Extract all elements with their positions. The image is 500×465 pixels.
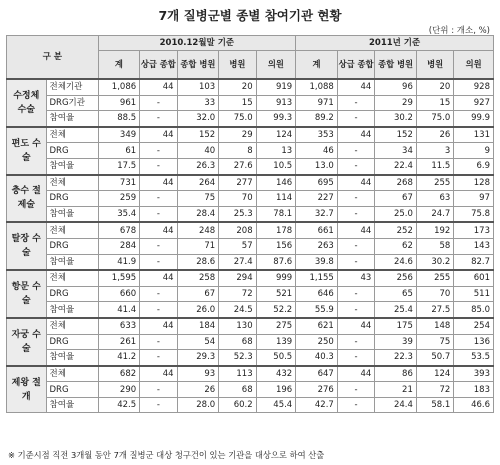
table-cell: 256	[375, 270, 417, 286]
table-row	[7, 382, 494, 398]
table-cell: 353	[296, 127, 338, 143]
table-cell: 24.6	[375, 254, 417, 270]
table-row	[7, 158, 494, 174]
table-row	[7, 79, 494, 95]
table-cell: 70	[219, 191, 256, 207]
table-cell: 44	[140, 366, 177, 382]
table-cell: 26	[177, 382, 219, 398]
table-cell: 41.2	[98, 350, 140, 366]
table-row	[7, 318, 494, 334]
table-cell: 26.3	[177, 158, 219, 174]
table-cell: 10.5	[256, 158, 296, 174]
table-cell: 27.5	[416, 302, 453, 318]
table-cell: -	[337, 334, 374, 350]
table-cell: 661	[296, 222, 338, 238]
table-cell: 58	[416, 238, 453, 254]
table-cell: 54	[177, 334, 219, 350]
table-cell: 432	[256, 366, 296, 382]
table-cell: -	[337, 143, 374, 159]
table-cell: 1,595	[98, 270, 140, 286]
table-cell: 68	[219, 382, 256, 398]
table-cell: 35.4	[98, 206, 140, 222]
table-row	[7, 286, 494, 302]
table-cell: 11.5	[416, 158, 453, 174]
row-label: DRG	[46, 382, 98, 398]
table-cell: 44	[140, 270, 177, 286]
table-cell: 255	[416, 270, 453, 286]
table-cell: -	[140, 254, 177, 270]
table-cell: 44	[140, 127, 177, 143]
table-cell: 1,088	[296, 79, 338, 95]
row-label: DRG기관	[46, 95, 98, 111]
table-cell: 156	[256, 238, 296, 254]
table-cell: 646	[296, 286, 338, 302]
table-cell: 50.5	[256, 350, 296, 366]
table-cell: 44	[140, 79, 177, 95]
table-cell: 695	[296, 175, 338, 191]
disease-group-name: 제왕 절개	[7, 366, 47, 413]
participation-table-wrapper	[6, 35, 494, 413]
table-cell: 45.4	[256, 397, 296, 413]
table-cell: 20	[219, 79, 256, 95]
row-label: 전체	[46, 222, 98, 238]
table-cell: -	[337, 95, 374, 111]
table-cell: 41.4	[98, 302, 140, 318]
table-cell: 26.0	[177, 302, 219, 318]
table-cell: -	[337, 206, 374, 222]
table-row	[7, 206, 494, 222]
row-label: 전체	[46, 270, 98, 286]
row-label: 전체	[46, 366, 98, 382]
table-cell: 131	[454, 127, 494, 143]
table-cell: 961	[98, 95, 140, 111]
table-cell: 250	[296, 334, 338, 350]
table-cell: 175	[375, 318, 417, 334]
table-cell: 633	[98, 318, 140, 334]
table-row	[7, 302, 494, 318]
table-row	[7, 254, 494, 270]
table-cell: 29	[219, 127, 256, 143]
table-cell: 511	[454, 286, 494, 302]
table-row	[7, 127, 494, 143]
col-header-total: 계	[98, 51, 140, 80]
participation-table	[6, 35, 494, 413]
table-cell: -	[140, 95, 177, 111]
table-cell: 601	[454, 270, 494, 286]
table-cell: 13.0	[296, 158, 338, 174]
col-header-tertiary: 상급 종합	[140, 51, 177, 80]
table-cell: 61	[98, 143, 140, 159]
table-cell: 96	[375, 79, 417, 95]
period2-header: 2011년 기준	[296, 36, 494, 51]
disease-group-name: 탈장 수술	[7, 222, 47, 270]
disease-group-name: 항문 수술	[7, 270, 47, 318]
table-cell: 67	[375, 191, 417, 207]
table-cell: 22.4	[375, 158, 417, 174]
table-cell: -	[337, 350, 374, 366]
table-cell: -	[140, 302, 177, 318]
table-cell: 72	[416, 382, 453, 398]
table-cell: 44	[140, 318, 177, 334]
table-cell: -	[337, 302, 374, 318]
table-cell: 114	[256, 191, 296, 207]
table-row	[7, 111, 494, 127]
table-cell: 927	[454, 95, 494, 111]
col-header-tertiary: 상급 종합	[337, 51, 374, 80]
row-label: 참여율	[46, 254, 98, 270]
table-cell: 60.2	[219, 397, 256, 413]
table-cell: -	[140, 158, 177, 174]
col-header-clinic: 의원	[256, 51, 296, 80]
table-cell: 41.9	[98, 254, 140, 270]
col-header-total: 계	[296, 51, 338, 80]
table-cell: 183	[454, 382, 494, 398]
table-cell: 75.0	[219, 111, 256, 127]
table-cell: 919	[256, 79, 296, 95]
table-cell: 40	[177, 143, 219, 159]
table-cell: 27.4	[219, 254, 256, 270]
table-cell: 9	[454, 143, 494, 159]
table-cell: 1,086	[98, 79, 140, 95]
table-cell: 647	[296, 366, 338, 382]
table-cell: 86	[375, 366, 417, 382]
table-cell: 24.7	[416, 206, 453, 222]
table-cell: 284	[98, 238, 140, 254]
table-cell: 58.1	[416, 397, 453, 413]
table-cell: 22.3	[375, 350, 417, 366]
table-cell: 63	[416, 191, 453, 207]
table-cell: -	[140, 334, 177, 350]
table-cell: 99.3	[256, 111, 296, 127]
row-label: DRG	[46, 143, 98, 159]
table-cell: 30.2	[375, 111, 417, 127]
table-cell: 268	[375, 175, 417, 191]
table-cell: 55.9	[296, 302, 338, 318]
row-label: 참여율	[46, 397, 98, 413]
table-cell: 13	[256, 143, 296, 159]
table-cell: 82.7	[454, 254, 494, 270]
row-label: 전체	[46, 175, 98, 191]
table-cell: 75.0	[416, 111, 453, 127]
table-cell: 89.2	[296, 111, 338, 127]
table-row	[7, 222, 494, 238]
footnote: ※ 기준시점 직전 3개월 동안 7개 질병군 대상 청구건이 있는 기관을 대상으로 하여 산출	[8, 450, 325, 460]
table-cell: 28.6	[177, 254, 219, 270]
table-cell: 20	[416, 79, 453, 95]
table-row	[7, 175, 494, 191]
table-cell: 678	[98, 222, 140, 238]
row-label: DRG	[46, 286, 98, 302]
row-label: 참여율	[46, 158, 98, 174]
table-cell: 184	[177, 318, 219, 334]
table-cell: 660	[98, 286, 140, 302]
table-cell: 277	[219, 175, 256, 191]
table-cell: -	[337, 254, 374, 270]
table-cell: 275	[256, 318, 296, 334]
page-title: 7개 질병군별 종별 참여기관 현황	[158, 8, 342, 23]
table-cell: 72	[219, 286, 256, 302]
table-row	[7, 143, 494, 159]
table-cell: 44	[337, 366, 374, 382]
table-cell: 85.0	[454, 302, 494, 318]
disease-group-name: 편도 수술	[7, 127, 47, 175]
table-row	[7, 238, 494, 254]
row-label: DRG	[46, 334, 98, 350]
table-cell: 3	[416, 143, 453, 159]
table-cell: 52.2	[256, 302, 296, 318]
table-cell: 34	[375, 143, 417, 159]
table-cell: 40.3	[296, 350, 338, 366]
table-cell: 88.5	[98, 111, 140, 127]
table-cell: 70	[416, 286, 453, 302]
table-cell: -	[140, 286, 177, 302]
table-cell: 68	[219, 334, 256, 350]
table-cell: 130	[219, 318, 256, 334]
table-cell: -	[140, 382, 177, 398]
table-cell: 65	[375, 286, 417, 302]
table-cell: 146	[256, 175, 296, 191]
table-cell: 50.7	[416, 350, 453, 366]
table-cell: -	[337, 286, 374, 302]
table-cell: 136	[454, 334, 494, 350]
table-cell: 113	[219, 366, 256, 382]
table-cell: 44	[337, 79, 374, 95]
table-cell: 103	[177, 79, 219, 95]
table-cell: 196	[256, 382, 296, 398]
table-cell: -	[337, 158, 374, 174]
table-row	[7, 95, 494, 111]
table-cell: 87.6	[256, 254, 296, 270]
col-header-clinic: 의원	[454, 51, 494, 80]
table-cell: 75	[416, 334, 453, 350]
table-cell: 25.4	[375, 302, 417, 318]
unit-label: (단위 : 개소, %)	[428, 26, 490, 36]
table-cell: 143	[454, 238, 494, 254]
table-row	[7, 270, 494, 286]
table-cell: 124	[416, 366, 453, 382]
table-cell: 44	[337, 318, 374, 334]
table-cell: 46.6	[454, 397, 494, 413]
table-cell: -	[337, 238, 374, 254]
row-label: DRG	[46, 238, 98, 254]
table-cell: 30.2	[416, 254, 453, 270]
table-cell: 29.3	[177, 350, 219, 366]
disease-group-name: 충수 절제술	[7, 175, 47, 223]
table-cell: 28.0	[177, 397, 219, 413]
table-row	[7, 191, 494, 207]
table-cell: 152	[177, 127, 219, 143]
table-cell: 682	[98, 366, 140, 382]
row-label: 참여율	[46, 302, 98, 318]
table-cell: 75.8	[454, 206, 494, 222]
table-cell: 263	[296, 238, 338, 254]
table-cell: 264	[177, 175, 219, 191]
table-cell: 261	[98, 334, 140, 350]
row-label: 전체	[46, 318, 98, 334]
row-label: 참여율	[46, 111, 98, 127]
table-cell: 52.3	[219, 350, 256, 366]
table-cell: 67	[177, 286, 219, 302]
table-cell: 39.8	[296, 254, 338, 270]
table-cell: 17.5	[98, 158, 140, 174]
table-cell: 178	[256, 222, 296, 238]
row-label: 전체기관	[46, 79, 98, 95]
table-cell: 24.4	[375, 397, 417, 413]
table-cell: 124	[256, 127, 296, 143]
table-cell: 173	[454, 222, 494, 238]
period1-header: 2010.12월말 기준	[98, 36, 296, 51]
table-row	[7, 334, 494, 350]
table-row	[7, 350, 494, 366]
table-cell: 15	[416, 95, 453, 111]
row-label: DRG	[46, 191, 98, 207]
col-header-general: 종합 병원	[375, 51, 417, 80]
table-cell: 53.5	[454, 350, 494, 366]
col-header-hospital: 병원	[219, 51, 256, 80]
table-cell: 43	[337, 270, 374, 286]
table-cell: 731	[98, 175, 140, 191]
table-cell: 971	[296, 95, 338, 111]
table-cell: 294	[219, 270, 256, 286]
table-cell: 25.0	[375, 206, 417, 222]
table-cell: 152	[375, 127, 417, 143]
table-cell: 259	[98, 191, 140, 207]
table-body	[7, 79, 494, 413]
table-cell: 44	[337, 222, 374, 238]
table-cell: 29	[375, 95, 417, 111]
col-header-general: 종합 병원	[177, 51, 219, 80]
table-cell: -	[337, 382, 374, 398]
table-cell: 42.5	[98, 397, 140, 413]
table-cell: 999	[256, 270, 296, 286]
table-cell: 1,155	[296, 270, 338, 286]
table-cell: 39	[375, 334, 417, 350]
table-cell: 24.5	[219, 302, 256, 318]
table-cell: 99.9	[454, 111, 494, 127]
table-cell: 255	[416, 175, 453, 191]
table-row	[7, 366, 494, 382]
table-cell: -	[140, 350, 177, 366]
table-cell: 75	[177, 191, 219, 207]
table-cell: -	[337, 397, 374, 413]
table-cell: -	[140, 397, 177, 413]
table-cell: 227	[296, 191, 338, 207]
table-cell: 139	[256, 334, 296, 350]
table-cell: 93	[177, 366, 219, 382]
table-cell: 32.7	[296, 206, 338, 222]
table-cell: 62	[375, 238, 417, 254]
table-cell: 33	[177, 95, 219, 111]
table-cell: 44	[140, 175, 177, 191]
table-cell: 32.0	[177, 111, 219, 127]
table-cell: -	[140, 206, 177, 222]
table-cell: 208	[219, 222, 256, 238]
table-cell: 26	[416, 127, 453, 143]
table-cell: 192	[416, 222, 453, 238]
table-cell: 44	[140, 222, 177, 238]
table-cell: 621	[296, 318, 338, 334]
table-cell: -	[140, 238, 177, 254]
table-cell: -	[140, 111, 177, 127]
disease-group-name: 수정체 수술	[7, 79, 47, 127]
table-cell: 27.6	[219, 158, 256, 174]
table-cell: 78.1	[256, 206, 296, 222]
col-header-hospital: 병원	[416, 51, 453, 80]
table-cell: -	[337, 111, 374, 127]
table-cell: 254	[454, 318, 494, 334]
table-cell: 15	[219, 95, 256, 111]
table-cell: 148	[416, 318, 453, 334]
table-cell: 521	[256, 286, 296, 302]
table-cell: 44	[337, 175, 374, 191]
table-cell: 97	[454, 191, 494, 207]
table-cell: 128	[454, 175, 494, 191]
table-cell: 21	[375, 382, 417, 398]
table-cell: 46	[296, 143, 338, 159]
table-cell: 71	[177, 238, 219, 254]
table-cell: 928	[454, 79, 494, 95]
table-cell: 290	[98, 382, 140, 398]
table-cell: 42.7	[296, 397, 338, 413]
table-cell: -	[140, 143, 177, 159]
table-cell: 44	[337, 127, 374, 143]
table-cell: 25.3	[219, 206, 256, 222]
disease-group-name: 자궁 수술	[7, 318, 47, 366]
table-cell: 6.9	[454, 158, 494, 174]
row-label: 전체	[46, 127, 98, 143]
table-cell: 276	[296, 382, 338, 398]
table-cell: 349	[98, 127, 140, 143]
table-cell: 248	[177, 222, 219, 238]
row-label: 참여율	[46, 350, 98, 366]
table-cell: -	[140, 191, 177, 207]
table-cell: 8	[219, 143, 256, 159]
gubun-header: 구 분	[7, 36, 99, 80]
table-cell: 252	[375, 222, 417, 238]
table-row	[7, 397, 494, 413]
table-cell: 28.4	[177, 206, 219, 222]
table-cell: 913	[256, 95, 296, 111]
table-cell: 258	[177, 270, 219, 286]
table-cell: 57	[219, 238, 256, 254]
table-cell: -	[337, 191, 374, 207]
table-cell: 393	[454, 366, 494, 382]
row-label: 참여율	[46, 206, 98, 222]
